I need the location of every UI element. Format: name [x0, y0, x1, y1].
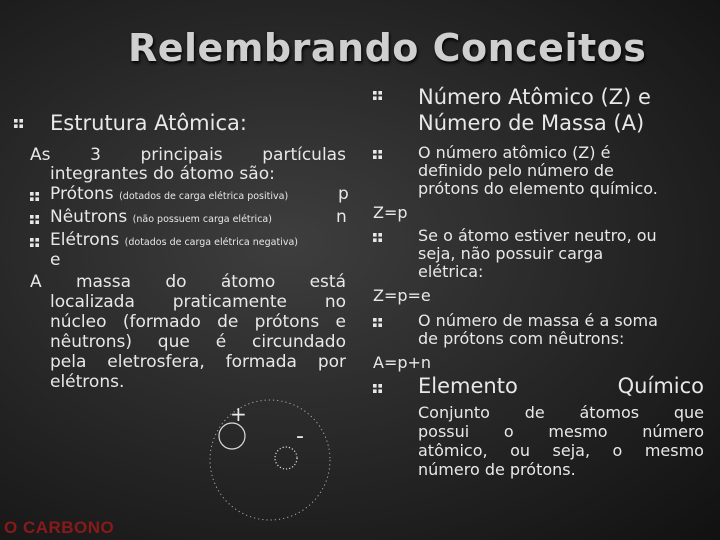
neutral-line: seja, não possuir carga [418, 244, 604, 263]
neutral-line: Se o átomo estiver neutro, ou [418, 226, 657, 245]
elemento-def-line [418, 403, 704, 422]
def-word: atômico, [418, 441, 488, 460]
massa-line: nêutrons) que é circundado [50, 332, 346, 352]
eletrons-note: (dotados de carga elétrica negativa) [124, 237, 299, 248]
bullet-icon [30, 238, 39, 247]
bullet-icon [373, 91, 382, 100]
atom-orbit [210, 400, 330, 520]
bullet-icon [30, 215, 39, 224]
eletrons-label: Elétrons [50, 230, 120, 250]
z-def-line: definido pelo número de [418, 161, 614, 180]
neutral-line: elétrica: [418, 262, 484, 281]
neutrons-symbol: n [336, 207, 347, 227]
protons-item [50, 184, 288, 204]
atom-diagram [160, 380, 360, 540]
bullet-icon [14, 119, 23, 128]
massa-word: do [165, 272, 187, 292]
intro-word: partículas [262, 145, 346, 165]
elemento-def-line [418, 441, 704, 460]
intro-line-2: integrantes do átomo são: [50, 164, 275, 184]
elemento-heading [418, 374, 704, 398]
mass-def-line: O número de massa é a soma [418, 311, 658, 330]
right-heading-line-2: Número de Massa (A) [418, 111, 645, 135]
mass-def-line: de prótons com nêutrons: [418, 329, 625, 348]
proton-particle [219, 423, 245, 449]
bullet-icon [373, 384, 382, 393]
bullet-icon [373, 150, 382, 159]
neutrons-label: Nêutrons [50, 207, 128, 227]
def-word: mesmo [548, 422, 608, 441]
bullet-icon [373, 318, 382, 327]
massa-line: pela eletrosfera, formada por [50, 352, 346, 372]
def-word: átomos [579, 403, 640, 422]
left-heading: Estrutura Atômica: [50, 111, 247, 135]
protons-note: (dotados de carga elétrica positiva) [119, 191, 289, 202]
elemento-word: Elemento [418, 374, 518, 398]
def-word: número [642, 422, 704, 441]
massa-line-1 [30, 272, 346, 292]
def-word: ou [510, 441, 531, 460]
z-equation: Z=p [373, 203, 408, 222]
eletrons-symbol: e [50, 250, 61, 270]
neutral-equation: Z=p=e [373, 286, 431, 305]
def-word: mesmo [644, 441, 704, 460]
def-word: de [524, 403, 545, 422]
massa-line: localizada praticamente no [50, 292, 346, 312]
def-word: seja, [552, 441, 591, 460]
protons-symbol: p [338, 184, 349, 204]
intro-line-1 [30, 145, 346, 165]
right-heading-line-1: Número Atômico (Z) e [418, 85, 651, 109]
elemento-def-line [418, 422, 704, 441]
neutrons-note: (não possuem carga elétrica) [132, 214, 272, 225]
massa-line: núcleo (formado de prótons e [50, 312, 346, 332]
intro-word: As [30, 145, 51, 165]
massa-word: massa [75, 272, 132, 292]
bullet-icon [30, 192, 39, 201]
plus-sign: + [230, 402, 247, 426]
eletrons-item [50, 230, 298, 250]
intro-word: principais [140, 145, 223, 165]
intro-word: 3 [90, 145, 101, 165]
watermark-text: O CARBONO [4, 518, 115, 537]
bullet-icon [373, 233, 382, 242]
neutrons-item [50, 207, 272, 227]
massa-word: está [309, 272, 346, 292]
def-word: possui [418, 422, 470, 441]
elemento-def-line: número de prótons. [418, 460, 576, 479]
mass-equation: A=p+n [373, 353, 432, 372]
protons-label: Prótons [50, 184, 114, 204]
quimico-word: Químico [617, 374, 704, 398]
def-word: o [612, 441, 623, 460]
def-word: Conjunto [418, 403, 490, 422]
slide-title: Relembrando Conceitos [128, 26, 647, 70]
massa-line: elétrons. [50, 372, 125, 392]
minus-sign: - [296, 424, 304, 449]
z-def-line: prótons do elemento químico. [418, 179, 658, 198]
def-word: que [673, 403, 704, 422]
massa-word: átomo [220, 272, 276, 292]
def-word: o [503, 422, 514, 441]
electron-particle [275, 447, 297, 469]
z-def-line: O número atômico (Z) é [418, 143, 611, 162]
massa-word: A [30, 272, 42, 292]
